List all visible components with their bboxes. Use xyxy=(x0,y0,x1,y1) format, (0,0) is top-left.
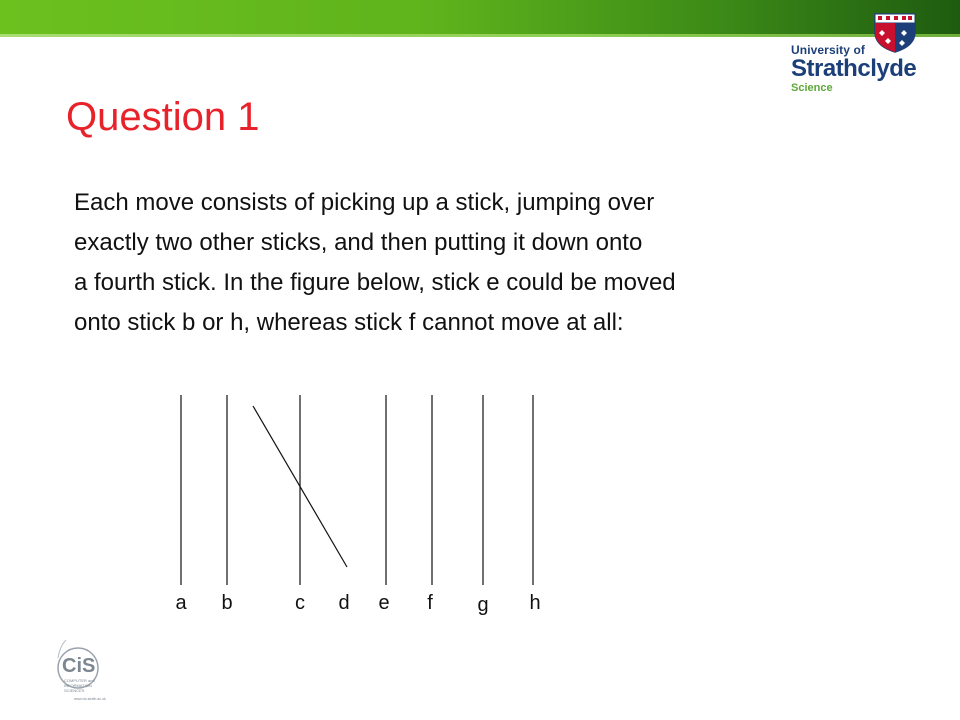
stick-label-a: a xyxy=(175,592,187,614)
stick-label-b: b xyxy=(221,592,233,614)
cis-logo-sub1: COMPUTER and xyxy=(64,678,95,683)
cis-logo-text: CiS xyxy=(62,655,96,677)
cis-logo-sub3: SCIENCES xyxy=(64,688,85,693)
question-line: exactly two other sticks, and then putting it down onto xyxy=(74,229,643,256)
stick-label-f: f xyxy=(427,592,433,614)
university-logo-faculty: Science xyxy=(791,82,833,94)
question-line: onto stick b or h, whereas stick f cannot move at all: xyxy=(74,309,624,336)
university-logo-line1: University of xyxy=(791,43,865,57)
stick-label-g: g xyxy=(477,594,489,616)
cis-logo-icon xyxy=(56,636,120,712)
slide-title: Question 1 xyxy=(66,95,260,139)
stick-label-h: h xyxy=(529,592,541,614)
question-line: a fourth stick. In the figure below, stick e could be moved xyxy=(74,269,676,296)
stick-label-c: c xyxy=(295,592,305,614)
university-logo-name: Strathclyde xyxy=(791,55,917,82)
question-line: Each move consists of picking up a stick, jumping over xyxy=(74,189,655,216)
cis-logo-sub2: INFORMATION xyxy=(64,683,92,688)
stick-label-e: e xyxy=(378,592,390,614)
stick-label-d: d xyxy=(338,592,350,614)
cis-logo-url: www.cis.strath.ac.uk xyxy=(74,697,106,701)
